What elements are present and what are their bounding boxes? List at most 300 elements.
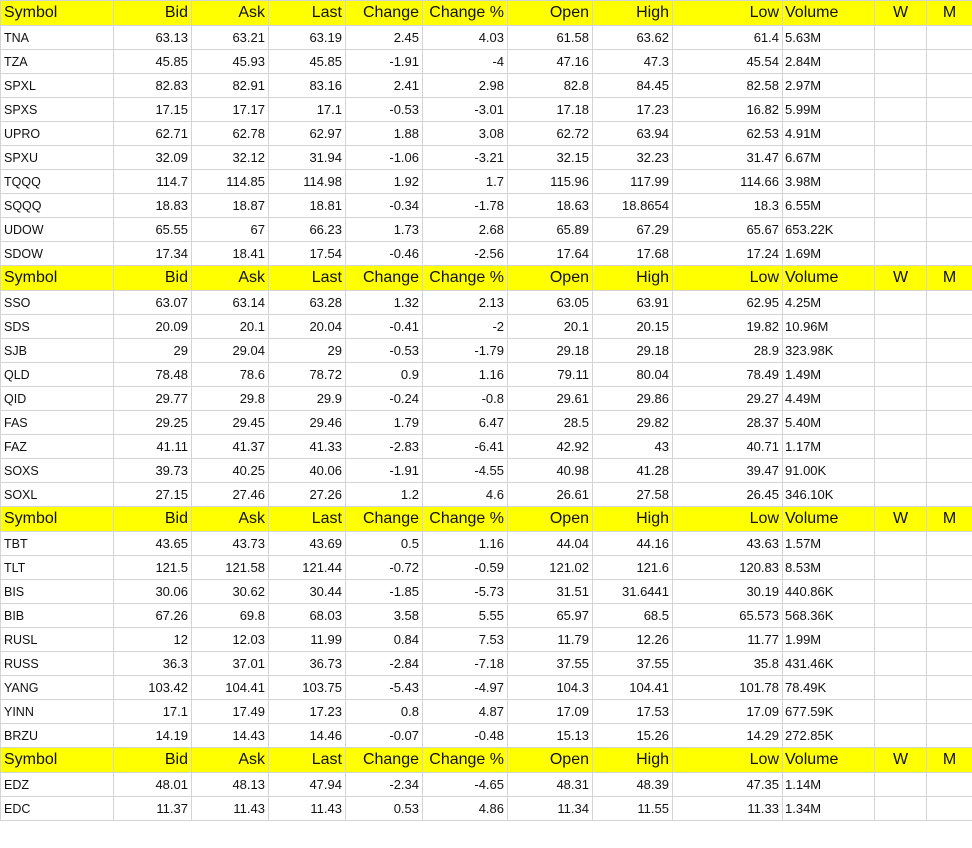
- cell-open[interactable]: 79.11: [508, 363, 593, 387]
- header-low[interactable]: Low: [673, 748, 783, 773]
- header-m[interactable]: M: [927, 1, 972, 26]
- header-change-pct[interactable]: Change %: [423, 507, 508, 532]
- cell-m[interactable]: [927, 98, 972, 122]
- cell-w[interactable]: [875, 652, 927, 676]
- cell-open[interactable]: 104.3: [508, 676, 593, 700]
- header-open[interactable]: Open: [508, 748, 593, 773]
- cell-high[interactable]: 17.53: [593, 700, 673, 724]
- header-open[interactable]: Open: [508, 1, 593, 26]
- header-open[interactable]: Open: [508, 266, 593, 291]
- cell-high[interactable]: 80.04: [593, 363, 673, 387]
- cell-change-pct[interactable]: -3.01: [423, 98, 508, 122]
- cell-last[interactable]: 17.1: [269, 98, 346, 122]
- cell-change[interactable]: 0.9: [346, 363, 423, 387]
- cell-bid[interactable]: 121.5: [114, 556, 192, 580]
- cell-m[interactable]: [927, 387, 972, 411]
- cell-high[interactable]: 12.26: [593, 628, 673, 652]
- header-change-pct[interactable]: Change %: [423, 748, 508, 773]
- header-high[interactable]: High: [593, 507, 673, 532]
- cell-bid[interactable]: 17.34: [114, 242, 192, 266]
- cell-bid[interactable]: 29.25: [114, 411, 192, 435]
- cell-m[interactable]: [927, 459, 972, 483]
- cell-w[interactable]: [875, 580, 927, 604]
- cell-bid[interactable]: 29: [114, 339, 192, 363]
- cell-m[interactable]: [927, 50, 972, 74]
- cell-change[interactable]: 0.8: [346, 700, 423, 724]
- cell-volume[interactable]: 677.59K: [783, 700, 875, 724]
- cell-w[interactable]: [875, 773, 927, 797]
- cell-symbol[interactable]: FAS: [1, 411, 114, 435]
- cell-high[interactable]: 84.45: [593, 74, 673, 98]
- cell-symbol[interactable]: UPRO: [1, 122, 114, 146]
- header-change[interactable]: Change: [346, 266, 423, 291]
- cell-symbol[interactable]: FAZ: [1, 435, 114, 459]
- cell-symbol[interactable]: SPXL: [1, 74, 114, 98]
- cell-open[interactable]: 37.55: [508, 652, 593, 676]
- cell-low[interactable]: 28.9: [673, 339, 783, 363]
- cell-ask[interactable]: 104.41: [192, 676, 269, 700]
- cell-low[interactable]: 17.24: [673, 242, 783, 266]
- cell-w[interactable]: [875, 700, 927, 724]
- cell-change[interactable]: 1.88: [346, 122, 423, 146]
- cell-ask[interactable]: 63.21: [192, 26, 269, 50]
- cell-ask[interactable]: 62.78: [192, 122, 269, 146]
- cell-bid[interactable]: 29.77: [114, 387, 192, 411]
- cell-low[interactable]: 62.53: [673, 122, 783, 146]
- cell-high[interactable]: 29.86: [593, 387, 673, 411]
- cell-change-pct[interactable]: -4: [423, 50, 508, 74]
- cell-m[interactable]: [927, 676, 972, 700]
- header-low[interactable]: Low: [673, 266, 783, 291]
- cell-open[interactable]: 31.51: [508, 580, 593, 604]
- cell-w[interactable]: [875, 435, 927, 459]
- cell-w[interactable]: [875, 459, 927, 483]
- cell-last[interactable]: 14.46: [269, 724, 346, 748]
- cell-w[interactable]: [875, 98, 927, 122]
- cell-change-pct[interactable]: 1.16: [423, 363, 508, 387]
- cell-ask[interactable]: 18.41: [192, 242, 269, 266]
- header-last[interactable]: Last: [269, 1, 346, 26]
- cell-m[interactable]: [927, 435, 972, 459]
- cell-change[interactable]: -5.43: [346, 676, 423, 700]
- cell-ask[interactable]: 17.17: [192, 98, 269, 122]
- cell-high[interactable]: 29.82: [593, 411, 673, 435]
- cell-m[interactable]: [927, 652, 972, 676]
- cell-w[interactable]: [875, 483, 927, 507]
- cell-bid[interactable]: 63.13: [114, 26, 192, 50]
- cell-change-pct[interactable]: -0.48: [423, 724, 508, 748]
- cell-m[interactable]: [927, 556, 972, 580]
- cell-ask[interactable]: 37.01: [192, 652, 269, 676]
- header-symbol[interactable]: Symbol: [1, 748, 114, 773]
- cell-ask[interactable]: 17.49: [192, 700, 269, 724]
- cell-symbol[interactable]: SPXU: [1, 146, 114, 170]
- cell-change-pct[interactable]: -4.55: [423, 459, 508, 483]
- cell-w[interactable]: [875, 218, 927, 242]
- header-open[interactable]: Open: [508, 507, 593, 532]
- cell-change-pct[interactable]: 4.86: [423, 797, 508, 821]
- cell-high[interactable]: 67.29: [593, 218, 673, 242]
- cell-low[interactable]: 19.82: [673, 315, 783, 339]
- cell-change[interactable]: 0.84: [346, 628, 423, 652]
- cell-change-pct[interactable]: 4.03: [423, 26, 508, 50]
- cell-open[interactable]: 17.09: [508, 700, 593, 724]
- cell-volume[interactable]: 10.96M: [783, 315, 875, 339]
- cell-bid[interactable]: 17.15: [114, 98, 192, 122]
- cell-bid[interactable]: 48.01: [114, 773, 192, 797]
- cell-low[interactable]: 120.83: [673, 556, 783, 580]
- cell-change[interactable]: -0.46: [346, 242, 423, 266]
- header-symbol[interactable]: Symbol: [1, 507, 114, 532]
- cell-high[interactable]: 63.62: [593, 26, 673, 50]
- cell-w[interactable]: [875, 26, 927, 50]
- cell-bid[interactable]: 12: [114, 628, 192, 652]
- cell-symbol[interactable]: BIB: [1, 604, 114, 628]
- cell-last[interactable]: 43.69: [269, 532, 346, 556]
- cell-change-pct[interactable]: -5.73: [423, 580, 508, 604]
- cell-ask[interactable]: 41.37: [192, 435, 269, 459]
- cell-change[interactable]: -1.91: [346, 50, 423, 74]
- cell-ask[interactable]: 114.85: [192, 170, 269, 194]
- header-ask[interactable]: Ask: [192, 507, 269, 532]
- cell-volume[interactable]: 78.49K: [783, 676, 875, 700]
- cell-symbol[interactable]: RUSS: [1, 652, 114, 676]
- cell-symbol[interactable]: EDZ: [1, 773, 114, 797]
- cell-w[interactable]: [875, 676, 927, 700]
- cell-w[interactable]: [875, 170, 927, 194]
- cell-low[interactable]: 14.29: [673, 724, 783, 748]
- cell-symbol[interactable]: TLT: [1, 556, 114, 580]
- cell-w[interactable]: [875, 387, 927, 411]
- cell-change[interactable]: -1.06: [346, 146, 423, 170]
- cell-volume[interactable]: 5.99M: [783, 98, 875, 122]
- cell-ask[interactable]: 20.1: [192, 315, 269, 339]
- cell-change-pct[interactable]: -1.79: [423, 339, 508, 363]
- cell-ask[interactable]: 67: [192, 218, 269, 242]
- header-symbol[interactable]: Symbol: [1, 1, 114, 26]
- header-high[interactable]: High: [593, 748, 673, 773]
- cell-bid[interactable]: 14.19: [114, 724, 192, 748]
- header-last[interactable]: Last: [269, 507, 346, 532]
- cell-open[interactable]: 44.04: [508, 532, 593, 556]
- header-volume[interactable]: Volume: [783, 748, 875, 773]
- cell-open[interactable]: 18.63: [508, 194, 593, 218]
- cell-low[interactable]: 45.54: [673, 50, 783, 74]
- cell-change-pct[interactable]: -3.21: [423, 146, 508, 170]
- cell-symbol[interactable]: SOXL: [1, 483, 114, 507]
- cell-ask[interactable]: 121.58: [192, 556, 269, 580]
- cell-volume[interactable]: 1.17M: [783, 435, 875, 459]
- cell-symbol[interactable]: YANG: [1, 676, 114, 700]
- cell-high[interactable]: 43: [593, 435, 673, 459]
- cell-symbol[interactable]: SSO: [1, 291, 114, 315]
- cell-change-pct[interactable]: -2.56: [423, 242, 508, 266]
- cell-low[interactable]: 40.71: [673, 435, 783, 459]
- header-volume[interactable]: Volume: [783, 1, 875, 26]
- cell-change[interactable]: 0.5: [346, 532, 423, 556]
- cell-open[interactable]: 65.89: [508, 218, 593, 242]
- header-m[interactable]: M: [927, 507, 972, 532]
- cell-change[interactable]: 2.41: [346, 74, 423, 98]
- cell-last[interactable]: 20.04: [269, 315, 346, 339]
- cell-open[interactable]: 63.05: [508, 291, 593, 315]
- cell-volume[interactable]: 4.25M: [783, 291, 875, 315]
- cell-last[interactable]: 36.73: [269, 652, 346, 676]
- cell-w[interactable]: [875, 628, 927, 652]
- cell-ask[interactable]: 78.6: [192, 363, 269, 387]
- cell-bid[interactable]: 36.3: [114, 652, 192, 676]
- cell-symbol[interactable]: TBT: [1, 532, 114, 556]
- cell-w[interactable]: [875, 194, 927, 218]
- cell-m[interactable]: [927, 315, 972, 339]
- cell-low[interactable]: 29.27: [673, 387, 783, 411]
- cell-m[interactable]: [927, 580, 972, 604]
- cell-low[interactable]: 39.47: [673, 459, 783, 483]
- cell-ask[interactable]: 12.03: [192, 628, 269, 652]
- header-w[interactable]: W: [875, 1, 927, 26]
- cell-high[interactable]: 117.99: [593, 170, 673, 194]
- cell-high[interactable]: 27.58: [593, 483, 673, 507]
- cell-open[interactable]: 11.34: [508, 797, 593, 821]
- cell-volume[interactable]: 2.97M: [783, 74, 875, 98]
- cell-high[interactable]: 17.68: [593, 242, 673, 266]
- cell-low[interactable]: 78.49: [673, 363, 783, 387]
- cell-high[interactable]: 41.28: [593, 459, 673, 483]
- header-ask[interactable]: Ask: [192, 748, 269, 773]
- cell-last[interactable]: 114.98: [269, 170, 346, 194]
- cell-volume[interactable]: 1.69M: [783, 242, 875, 266]
- cell-last[interactable]: 29: [269, 339, 346, 363]
- cell-low[interactable]: 11.77: [673, 628, 783, 652]
- cell-symbol[interactable]: EDC: [1, 797, 114, 821]
- cell-open[interactable]: 40.98: [508, 459, 593, 483]
- cell-volume[interactable]: 431.46K: [783, 652, 875, 676]
- cell-w[interactable]: [875, 604, 927, 628]
- cell-m[interactable]: [927, 797, 972, 821]
- cell-bid[interactable]: 45.85: [114, 50, 192, 74]
- cell-change[interactable]: -2.84: [346, 652, 423, 676]
- cell-low[interactable]: 43.63: [673, 532, 783, 556]
- cell-w[interactable]: [875, 242, 927, 266]
- cell-high[interactable]: 63.94: [593, 122, 673, 146]
- cell-w[interactable]: [875, 411, 927, 435]
- cell-volume[interactable]: 323.98K: [783, 339, 875, 363]
- cell-bid[interactable]: 27.15: [114, 483, 192, 507]
- header-last[interactable]: Last: [269, 748, 346, 773]
- cell-w[interactable]: [875, 50, 927, 74]
- cell-change[interactable]: 1.79: [346, 411, 423, 435]
- cell-high[interactable]: 68.5: [593, 604, 673, 628]
- cell-m[interactable]: [927, 194, 972, 218]
- cell-last[interactable]: 68.03: [269, 604, 346, 628]
- cell-w[interactable]: [875, 339, 927, 363]
- cell-bid[interactable]: 17.1: [114, 700, 192, 724]
- cell-change[interactable]: 1.92: [346, 170, 423, 194]
- cell-w[interactable]: [875, 797, 927, 821]
- cell-last[interactable]: 17.54: [269, 242, 346, 266]
- header-change[interactable]: Change: [346, 507, 423, 532]
- cell-m[interactable]: [927, 411, 972, 435]
- cell-volume[interactable]: 8.53M: [783, 556, 875, 580]
- cell-w[interactable]: [875, 122, 927, 146]
- cell-high[interactable]: 11.55: [593, 797, 673, 821]
- header-m[interactable]: M: [927, 748, 972, 773]
- cell-change[interactable]: 1.73: [346, 218, 423, 242]
- cell-change[interactable]: -0.53: [346, 339, 423, 363]
- cell-change-pct[interactable]: 6.47: [423, 411, 508, 435]
- cell-change-pct[interactable]: 3.08: [423, 122, 508, 146]
- cell-low[interactable]: 61.4: [673, 26, 783, 50]
- cell-open[interactable]: 121.02: [508, 556, 593, 580]
- cell-volume[interactable]: 653.22K: [783, 218, 875, 242]
- cell-change[interactable]: -0.41: [346, 315, 423, 339]
- cell-m[interactable]: [927, 122, 972, 146]
- cell-last[interactable]: 41.33: [269, 435, 346, 459]
- cell-last[interactable]: 11.43: [269, 797, 346, 821]
- cell-m[interactable]: [927, 604, 972, 628]
- cell-m[interactable]: [927, 170, 972, 194]
- cell-change-pct[interactable]: 2.98: [423, 74, 508, 98]
- cell-change[interactable]: -0.34: [346, 194, 423, 218]
- cell-volume[interactable]: 5.63M: [783, 26, 875, 50]
- cell-symbol[interactable]: BRZU: [1, 724, 114, 748]
- cell-change[interactable]: 3.58: [346, 604, 423, 628]
- cell-w[interactable]: [875, 556, 927, 580]
- cell-ask[interactable]: 14.43: [192, 724, 269, 748]
- header-high[interactable]: High: [593, 1, 673, 26]
- cell-symbol[interactable]: SDOW: [1, 242, 114, 266]
- cell-low[interactable]: 47.35: [673, 773, 783, 797]
- cell-m[interactable]: [927, 700, 972, 724]
- cell-change[interactable]: -1.85: [346, 580, 423, 604]
- cell-volume[interactable]: 2.84M: [783, 50, 875, 74]
- cell-high[interactable]: 32.23: [593, 146, 673, 170]
- cell-m[interactable]: [927, 218, 972, 242]
- cell-last[interactable]: 30.44: [269, 580, 346, 604]
- cell-high[interactable]: 29.18: [593, 339, 673, 363]
- cell-open[interactable]: 17.18: [508, 98, 593, 122]
- header-change[interactable]: Change: [346, 1, 423, 26]
- cell-bid[interactable]: 63.07: [114, 291, 192, 315]
- cell-change[interactable]: -1.91: [346, 459, 423, 483]
- cell-bid[interactable]: 41.11: [114, 435, 192, 459]
- cell-bid[interactable]: 78.48: [114, 363, 192, 387]
- cell-volume[interactable]: 1.99M: [783, 628, 875, 652]
- cell-low[interactable]: 16.82: [673, 98, 783, 122]
- cell-volume[interactable]: 1.34M: [783, 797, 875, 821]
- cell-open[interactable]: 11.79: [508, 628, 593, 652]
- cell-symbol[interactable]: TQQQ: [1, 170, 114, 194]
- cell-m[interactable]: [927, 628, 972, 652]
- cell-last[interactable]: 63.28: [269, 291, 346, 315]
- cell-change-pct[interactable]: -0.8: [423, 387, 508, 411]
- cell-change-pct[interactable]: 4.6: [423, 483, 508, 507]
- cell-w[interactable]: [875, 724, 927, 748]
- cell-last[interactable]: 103.75: [269, 676, 346, 700]
- cell-symbol[interactable]: QLD: [1, 363, 114, 387]
- cell-open[interactable]: 48.31: [508, 773, 593, 797]
- header-high[interactable]: High: [593, 266, 673, 291]
- cell-change-pct[interactable]: -1.78: [423, 194, 508, 218]
- cell-change-pct[interactable]: 2.68: [423, 218, 508, 242]
- cell-symbol[interactable]: QID: [1, 387, 114, 411]
- cell-change[interactable]: 1.32: [346, 291, 423, 315]
- cell-ask[interactable]: 63.14: [192, 291, 269, 315]
- cell-change[interactable]: -2.34: [346, 773, 423, 797]
- header-volume[interactable]: Volume: [783, 507, 875, 532]
- cell-change[interactable]: 1.2: [346, 483, 423, 507]
- cell-change[interactable]: -0.53: [346, 98, 423, 122]
- cell-open[interactable]: 115.96: [508, 170, 593, 194]
- cell-change-pct[interactable]: -0.59: [423, 556, 508, 580]
- cell-w[interactable]: [875, 74, 927, 98]
- cell-change-pct[interactable]: 5.55: [423, 604, 508, 628]
- header-bid[interactable]: Bid: [114, 748, 192, 773]
- header-change-pct[interactable]: Change %: [423, 1, 508, 26]
- header-w[interactable]: W: [875, 266, 927, 291]
- header-bid[interactable]: Bid: [114, 507, 192, 532]
- cell-low[interactable]: 18.3: [673, 194, 783, 218]
- cell-symbol[interactable]: SPXS: [1, 98, 114, 122]
- cell-open[interactable]: 65.97: [508, 604, 593, 628]
- header-bid[interactable]: Bid: [114, 1, 192, 26]
- cell-last[interactable]: 40.06: [269, 459, 346, 483]
- cell-bid[interactable]: 32.09: [114, 146, 192, 170]
- cell-last[interactable]: 31.94: [269, 146, 346, 170]
- cell-w[interactable]: [875, 532, 927, 556]
- header-change[interactable]: Change: [346, 748, 423, 773]
- cell-low[interactable]: 65.573: [673, 604, 783, 628]
- cell-m[interactable]: [927, 773, 972, 797]
- cell-open[interactable]: 32.15: [508, 146, 593, 170]
- cell-ask[interactable]: 11.43: [192, 797, 269, 821]
- cell-ask[interactable]: 32.12: [192, 146, 269, 170]
- header-volume[interactable]: Volume: [783, 266, 875, 291]
- cell-m[interactable]: [927, 363, 972, 387]
- cell-last[interactable]: 66.23: [269, 218, 346, 242]
- cell-ask[interactable]: 30.62: [192, 580, 269, 604]
- cell-symbol[interactable]: SQQQ: [1, 194, 114, 218]
- cell-last[interactable]: 121.44: [269, 556, 346, 580]
- cell-high[interactable]: 48.39: [593, 773, 673, 797]
- cell-open[interactable]: 61.58: [508, 26, 593, 50]
- cell-symbol[interactable]: RUSL: [1, 628, 114, 652]
- cell-ask[interactable]: 29.04: [192, 339, 269, 363]
- cell-low[interactable]: 65.67: [673, 218, 783, 242]
- cell-change-pct[interactable]: 7.53: [423, 628, 508, 652]
- cell-volume[interactable]: 91.00K: [783, 459, 875, 483]
- cell-high[interactable]: 17.23: [593, 98, 673, 122]
- cell-last[interactable]: 17.23: [269, 700, 346, 724]
- cell-change[interactable]: -2.83: [346, 435, 423, 459]
- cell-open[interactable]: 15.13: [508, 724, 593, 748]
- cell-low[interactable]: 101.78: [673, 676, 783, 700]
- cell-m[interactable]: [927, 146, 972, 170]
- cell-ask[interactable]: 29.45: [192, 411, 269, 435]
- cell-m[interactable]: [927, 26, 972, 50]
- cell-high[interactable]: 121.6: [593, 556, 673, 580]
- cell-w[interactable]: [875, 291, 927, 315]
- cell-low[interactable]: 35.8: [673, 652, 783, 676]
- cell-bid[interactable]: 30.06: [114, 580, 192, 604]
- cell-bid[interactable]: 82.83: [114, 74, 192, 98]
- cell-volume[interactable]: 5.40M: [783, 411, 875, 435]
- cell-ask[interactable]: 48.13: [192, 773, 269, 797]
- cell-last[interactable]: 45.85: [269, 50, 346, 74]
- cell-bid[interactable]: 43.65: [114, 532, 192, 556]
- cell-m[interactable]: [927, 483, 972, 507]
- cell-change[interactable]: -0.72: [346, 556, 423, 580]
